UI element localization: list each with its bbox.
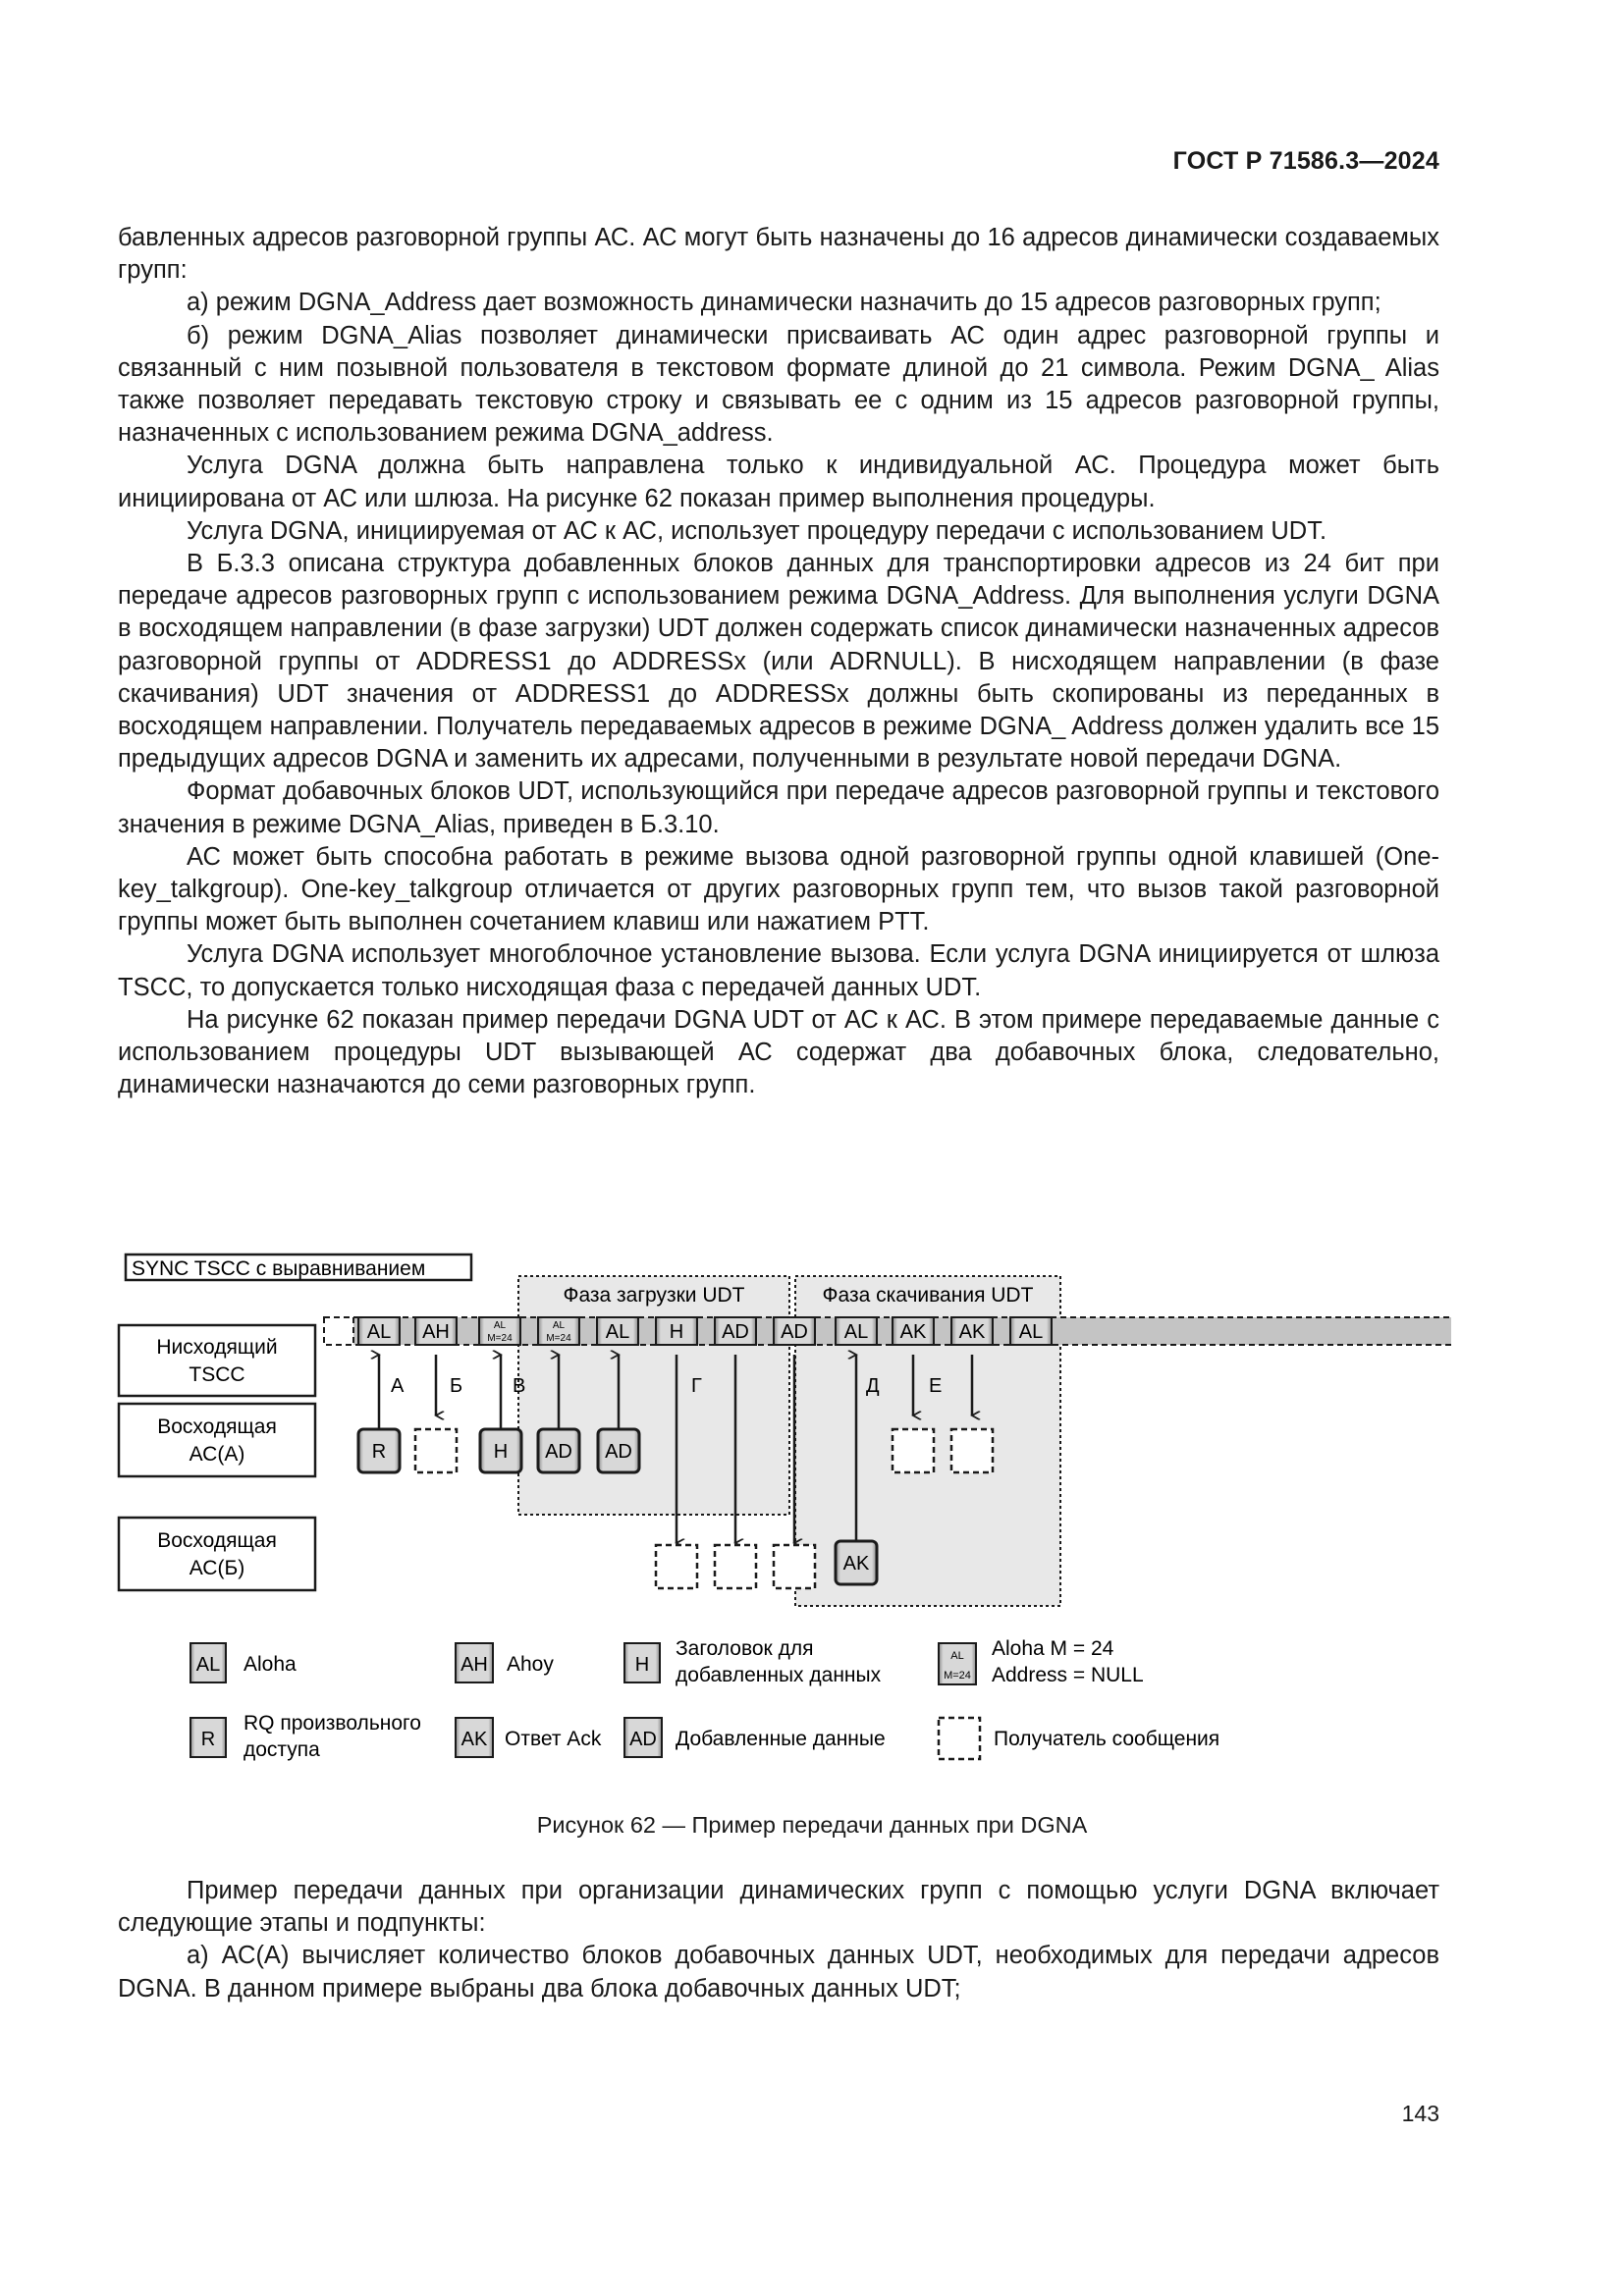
- legend-ad-text: Добавленные данные: [676, 1728, 886, 1750]
- uplink-block: [598, 1429, 639, 1472]
- dgna-sequence-diagram: [116, 1247, 1451, 1796]
- legend-recipient-text: Получатель сообщения: [994, 1728, 1220, 1750]
- row-uplink-a-line1: Восходящая: [157, 1415, 277, 1438]
- legend-al-m24-text-1: Aloha M = 24: [992, 1637, 1114, 1660]
- timeline-block-label: H: [669, 1321, 684, 1343]
- row-uplink-a-line2: АС(А): [189, 1443, 245, 1466]
- arrow-letter: Г: [691, 1375, 702, 1397]
- timeline-block-label: AD: [722, 1321, 749, 1343]
- legend-ah-code: AH: [460, 1654, 488, 1676]
- document-header: ГОСТ Р 71586.3—2024: [1172, 147, 1439, 175]
- timeline-block-label: M=24: [546, 1333, 571, 1344]
- arrow-letter: Б: [450, 1375, 463, 1397]
- timeline-block: [597, 1317, 638, 1345]
- paragraph: бавленных адресов разговорной группы АС. АС могут быть назначены до 16 адресов динамически создаваемых групп:: [118, 224, 1439, 285]
- download-phase-label: Фаза скачивания UDT: [822, 1284, 1034, 1307]
- figure-62: [116, 1247, 1451, 1796]
- timeline-block-label: AL: [843, 1321, 869, 1343]
- paragraph: а) режим DGNA_Address дает возможность динамически назначить до 15 адресов разговорных групп;: [187, 289, 1381, 317]
- arrow-letter: Д: [866, 1375, 880, 1397]
- paragraph: Услуга DGNA, инициируемая от АС к АС, использует процедуру передачи с использованием UDT.: [187, 516, 1327, 545]
- timeline-block-label: AK: [958, 1321, 986, 1343]
- timeline-block: [538, 1317, 579, 1345]
- legend-ad-code: AD: [629, 1729, 657, 1750]
- timeline-block-label: M=24: [487, 1333, 513, 1344]
- recipient-block: [893, 1429, 934, 1472]
- legend-r-text-2: доступа: [244, 1738, 320, 1761]
- timeline-block-label: AL: [552, 1320, 566, 1331]
- uplink-block: [480, 1429, 521, 1472]
- uplink-block-label: AK: [842, 1553, 870, 1575]
- paragraph: б) режим DGNA_Alias позволяет динамически присваивать АС один адрес разговорной группы и связанный с ним позывной пользователя в текстовом формате длиной до 21 символа. Режим DGNA_ Alias также позволяет передавать текстовую строку и связывать ее с одним из 15 адресов разговорной группы, назначенных с использованием режима DGNA_address.: [118, 321, 1439, 448]
- row-downlink-line2: TSCC: [189, 1363, 245, 1386]
- timeline-block: [358, 1317, 400, 1345]
- sync-label: SYNC TSCC с выравниванием: [132, 1257, 426, 1280]
- arrow-letter: Е: [929, 1375, 943, 1397]
- uplink-block-label: AD: [605, 1441, 632, 1463]
- legend-h-text-2: добавленных данных: [676, 1664, 882, 1686]
- body-text-bottom: [118, 1875, 1439, 2005]
- recipient-block: [656, 1545, 697, 1588]
- uplink-block: [358, 1429, 400, 1472]
- row-downlink-line1: Нисходящий: [156, 1336, 278, 1359]
- legend-al-m24-text-2: Address = NULL: [992, 1664, 1144, 1686]
- timeline-block: [415, 1317, 457, 1345]
- legend-ah-text: Ahoy: [507, 1653, 554, 1676]
- timeline-block-label: AL: [605, 1321, 630, 1343]
- uplink-block-label: H: [493, 1441, 509, 1463]
- recipient-block: [951, 1429, 993, 1472]
- timeline-block: [774, 1317, 815, 1345]
- timeline-block-label: AK: [899, 1321, 927, 1343]
- legend-ak-code: AK: [460, 1729, 488, 1750]
- timeline-block: [715, 1317, 756, 1345]
- svg-text:M=24: M=24: [944, 1670, 971, 1682]
- uplink-block-label: AD: [545, 1441, 572, 1463]
- uplink-block: [836, 1541, 877, 1584]
- timeline-block: [951, 1317, 993, 1345]
- legend-al-code: AL: [195, 1654, 221, 1676]
- arrow-letter: В: [513, 1375, 526, 1397]
- uplink-block: [538, 1429, 579, 1472]
- arrow-letter: А: [391, 1375, 405, 1397]
- svg-text:AL: AL: [950, 1650, 964, 1662]
- upload-phase-label: Фаза загрузки UDT: [563, 1284, 745, 1307]
- row-uplink-b-line1: Восходящая: [157, 1529, 277, 1552]
- timeline-block-label: AL: [493, 1320, 507, 1331]
- paragraph: На рисунке 62 показан пример передачи DGNA UDT от АС к АС. В этом примере передаваемые данные с использованием процедуры UDT вызывающей АС содержат два добавочных блока, следовательно, динамически назначаются до семи разговорных групп.: [118, 1005, 1439, 1099]
- page-number: 143: [1401, 2101, 1439, 2126]
- body-text-top: [118, 222, 1439, 1101]
- legend-h-code: H: [634, 1654, 650, 1676]
- paragraph: АС может быть способна работать в режиме вызова одной разговорной группы одной клавишей (One-key_talkgroup). One-key_talkgroup отличается от других разговорных групп тем, что вызов такой разговорной группы может быть выполнен сочетанием клавиш или нажатием PTT.: [118, 842, 1439, 936]
- row-uplink-b-line2: АС(Б): [189, 1557, 245, 1579]
- timeline-block: [479, 1317, 520, 1345]
- paragraph: Формат добавочных блоков UDT, использующийся при передаче адресов разговорной группы и текстового значения в режиме DGNA_Alias, приведен в Б.3.10.: [118, 777, 1439, 838]
- legend-h-text-1: Заголовок для: [676, 1637, 814, 1660]
- timeline-gap: [324, 1317, 353, 1345]
- recipient-block: [774, 1545, 815, 1588]
- legend-ak-text: Ответ Ack: [505, 1728, 602, 1750]
- legend-al-text: Aloha: [244, 1653, 297, 1676]
- timeline-block: [1010, 1317, 1052, 1345]
- legend-r-text-1: RQ произвольного: [244, 1712, 421, 1735]
- legend: [190, 1637, 1219, 1761]
- timeline-block-label: AL: [1018, 1321, 1044, 1343]
- legend-recipient-swatch: [939, 1718, 980, 1759]
- timeline-block-label: AD: [781, 1321, 808, 1343]
- paragraph: Услуга DGNA использует многоблочное установление вызова. Если услуга DGNA инициируется от шлюза TSCC, то допускается только нисходящая фаза с передачей данных UDT.: [118, 940, 1439, 1001]
- legend-r-code: R: [200, 1729, 216, 1750]
- paragraph: а) АС(А) вычисляет количество блоков добавочных данных UDT, необходимых для передачи адресов DGNA. В данном примере выбраны два блока добавочных данных UDT;: [118, 1942, 1439, 2002]
- timeline-block-label: AL: [366, 1321, 392, 1343]
- figure-caption: Рисунок 62 — Пример передачи данных при DGNA: [536, 1812, 1088, 1838]
- timeline-block: [893, 1317, 934, 1345]
- timeline-block: [836, 1317, 877, 1345]
- paragraph: В Б.3.3 описана структура добавленных блоков данных для транспортировки адресов из 24 бит при передаче адресов разговорных групп с использованием режима DGNA_Address. Для выполнения услуги DGNA в восходящем направлении (в фазе загрузки) UDT должен содержать список динамически назначенных адресов разговорной группы от ADDRESS1 до ADDRESSx (или ADRNULL). В нисходящем направлении (в фазе скачивания) UDT значения от ADDRESS1 до ADDRESSx должны быть скопированы из переданных в восходящем направлении. Получатель передаваемых адресов в режиме DGNA_ Address должен удалить все 15 предыдущих адресов DGNA и заменить их адресами, полученными в результате новой передачи DGNA.: [118, 550, 1439, 774]
- uplink-block-label: R: [371, 1441, 387, 1463]
- timeline-block: [656, 1317, 697, 1345]
- recipient-block: [415, 1429, 457, 1472]
- paragraph: Услуга DGNA должна быть направлена только к индивидуальной АС. Процедура может быть инициирована от АС или шлюза. На рисунке 62 показан пример выполнения процедуры.: [118, 452, 1439, 512]
- paragraph: Пример передачи данных при организации динамических групп с помощью услуги DGNA включает следующие этапы и подпункты:: [118, 1877, 1439, 1938]
- recipient-block: [715, 1545, 756, 1588]
- timeline-block-label: AH: [422, 1321, 450, 1343]
